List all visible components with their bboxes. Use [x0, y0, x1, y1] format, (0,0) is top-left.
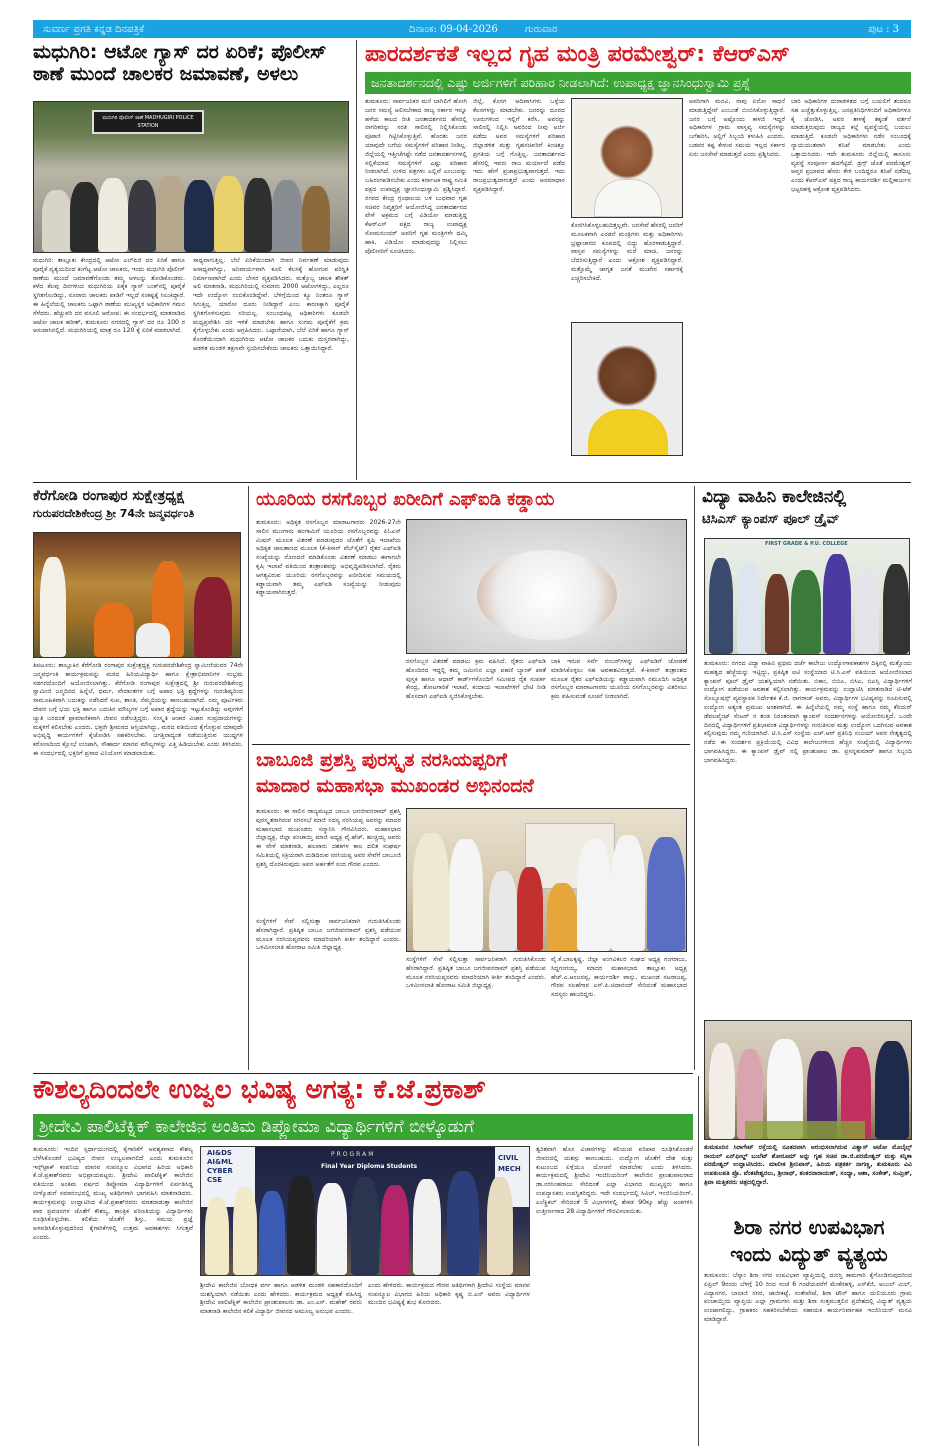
kerekodi-headline-line2: ಗುರುಪರದೇಶಿಕೇಂದ್ರ ಶ್ರೀ 74ನೇ ಜನ್ಮವರ್ಧಂತಿ	[33, 507, 195, 520]
person-figure	[98, 178, 128, 252]
person-figure	[737, 562, 761, 654]
person-figure	[883, 564, 909, 654]
tcs-drive-photo	[704, 538, 910, 655]
person-figure	[611, 835, 645, 951]
person-figure	[156, 176, 186, 252]
babuji-body-col1-cont: ಸಂಸ್ಥೆಗಳಿಗೆ ಸೇವೆ ಸಲ್ಲಿಸುತ್ತಾ ಸಾರ್ವಜನಿಕರಾಗಿ ಗುರುತಿಸಿಕೊಂಡು ಹೆಸರಾಗಿದ್ದಾರೆ. ಪ್ರತಿಷ್ಠಿತ ಬಾಬೂ ಜಗಜೀವನರಾಮ್ ಪ್ರಶಸ್ತಿ ಪಡೆಯುವ ಮೂಲಕ ನರಸಿಯಪ್ಪನವರು ಮಾದರಿಯಾಗಿ ಕೀರ್ತಿ ತಂದಿದ್ದಾರೆ ಎಂದರು. ಒಳಮೀಸಲಾತಿ ಹೋರಾಟ ಸಮಿತಿ ಜಿಲ್ಲಾಧ್ಯಕ್ಷ.	[256, 918, 401, 952]
branch-label: MECH	[498, 1165, 521, 1174]
krs-body-col1: ತುಮಕೂರು: ಸಾರ್ವಜನಿಕರ ಮನೆ ಬಾಗಿಲಿಗೆ ಹೋಗಿ ಜನರ ಸಮಸ್ಯೆ ಆಲಿಸಬೇಕಾದ ರಾಜ್ಯ ಸರ್ಕಾರ ಇನ್ನೂ ಹಳೆಯ ಕಾಲದ ರೀತಿ ಜನತಾದರ್ಶನದ ಹೆಸರಲ್ಲಿ ನಾಗರಿಕರನ್ನು ಸರತಿ ಸಾಲಿನಲ್ಲಿ ನಿಲ್ಲಿಸಿಕೊಂಡು ಪುಟಾಣಿ ಗಿಟ್ಟಿಸಿಕೊಳ್ಳುತ್ತಿವೆ. ಹೊರತು ಜನರ ಯಾವುದೇ ಬಗೆಯ ಸಮಸ್ಯೆಗಳಿಗೆ ಪರಿಹಾರ ನೀಡಿಲ್ಲ. ಜಿಲ್ಲೆಯಲ್ಲಿ ಇತ್ತೀಚೆಗಷ್ಟೇ ನಡೆದ ಜನತಾದರ್ಶನಗಳಲ್ಲಿ ಸಲ್ಲಿಕೆಯಾದ ಸಮಸ್ಯೆಗಳಿಗೆ ಎಷ್ಟು ಪರಿಹಾರ ನೀಡಲಾಗಿದೆ. ಉಳಿದ ಪತ್ರಗಳು ಎಲ್ಲಿವೆ ಎಂಬುದನ್ನು ಬಹಿರಂಗಪಡಿಸಬೇಕು ಎಂದು ಕರ್ನಾಟಕ ರಾಷ್ಟ್ರ ಸಮಿತಿ ಪಕ್ಷದ ಉಪಾಧ್ಯಕ್ಷ ಜ್ಞಾನಸಿಂಧುಸ್ವಾಮಿ ಪ್ರಶ್ನಿಸಿದ್ದಾರೆ. ನಗರದ ಕೇಂದ್ರ ಗ್ರಂಥಾಲಯ ಬಳಿ ಬುಧವಾರ ಗೃಹ ಸಚಿವರ ನಿವೃತ್ತರಿಗೆ ಆಯೋಜಿಸಿದ್ದ ಜನತಾದರ್ಶನದ ವೇಳೆ ಅಕ್ರಮದ ಬಗ್ಗೆ ವಿಡಿಯೋ ಮಾಡುತ್ತಿದ್ದ ಕೆಆರ್‌ಎಸ್ ಪಕ್ಷದ ರಾಜ್ಯ ಉಪಾಧ್ಯಕ್ಷ ಸೋಮಸುಂದರ್ ಅವರಿಗೆ ಗೃಹ ಮಂತ್ರಿಗಳೇ ಧಮ್ಕಿ ಹಾಕಿ, ವಿಡಿಯೋ ಮಾಡುವುದನ್ನು ನಿಲ್ಲಿಸಲು ಪೊಲೀಸರಿಗೆ ಸೂಚಿಸಿದರು.	[365, 98, 467, 255]
person-figure	[136, 623, 170, 657]
person-figure	[765, 574, 789, 654]
person-figure	[449, 839, 483, 951]
person-figure	[577, 839, 611, 951]
krs-body-col2: ಜಿಲ್ಲೆ, ಕೊರಗ ಆದಿವಾಸಿಗಳು ಒಳ್ಳೆಯ ಕೆಲಸಗಳನ್ನು ಮಾಡಬೇಕು. ಜನರನ್ನು ದೂರದ ಊರುಗಳಿಂದ ಇಲ್ಲಿಗೆ ಕರೆಸಿ, ಅವರನ್ನು ಸಾಲಿನಲ್ಲಿ ನಿಲ್ಲಿಸಿ ಅವರಿಂದ ನೀವು ಅರ್ಜಿ ಪಡೆದು ಅವರ ಸಮಸ್ಯೆಗಳಿಗೆ ಪರಿಹಾರ ಜಿಲ್ಲಾಡಳಿತ ಮತ್ತು ಗೃಹಸಚಿವರಿಗೆ ಕಿಂಚಿತ್ತೂ ಪ್ರಗತಿಯ ಬಗ್ಗೆ ಗೊತ್ತಿಲ್ಲ. ಜನತಾದರ್ಶನದ ಹೆಸರಲ್ಲಿ ಇವರು ರಾಜ ಮರ್ಯಾದೆ ಪಡೆದ ಇದು ಹೇಗೆ ಪ್ರಜಾಪ್ರಭುತ್ವವಾಗುತ್ತದೆ. ಇದು ರಾಜಪ್ರಭುತ್ವದಾಗುತ್ತದೆ ಎಂದು ಆಸಮಾಧಾನ ವ್ಯಕ್ತಪಡಿಸಿದ್ದಾರೆ.	[473, 98, 565, 193]
kaushalya-subhead: ಶ್ರೀದೇವಿ ಪಾಲಿಟೆಕ್ನಿಕ್ ಕಾಲೇಜಿನ ಅಂತಿಮ ಡಿಪ್ಲೋಮಾ ವಿದ್ಯಾರ್ಥಿಗಳಿಗೆ ಬೀಳ್ಕೊಡುಗೆ	[33, 1114, 693, 1140]
section-divider	[33, 1073, 693, 1074]
home-minister-portrait	[571, 98, 683, 218]
person-figure	[487, 1177, 513, 1275]
urea-headline: ಯೂರಿಯ ರಸಗೊಬ್ಬರ ಖರೀದಿಗೆ ಎಫ್‌ಐಡಿ ಕಡ್ಡಾಯ	[256, 489, 555, 510]
showroom-caption: ತುಮಕೂರಿನ ಸಿರಾಗೇಟ್ ರಸ್ತೆಯಲ್ಲಿ ನೂತನವಾಗಿ ಆರಂಭಿಸಲಾಗಿರುವ ವಿಶ್ವಾಸ್ ಆಟೋ ಮೊಬೈಲ್ಸ್ ರಾಯಲ್ ಎನ್‌ಫೀಲ್ಡ್ ಬುಲೆಟ್ ಶೋರೂಮ್ ಅನ್ನು ಗೃಹ ಸಚಿವ ಡಾ.ಜಿ.ಪರಮೇಶ್ವರ್ ಮತ್ತು ಕನ್ನಿಕಾ ಪರಮೇಶ್ವರ್ ಉದ್ಘಾಟಿಸಿದರು. ಮಾಲೀಕ ಶ್ರೀನಿವಾಸ್, ಹಿರಿಯ ಪತ್ರಕರ್ತ ನಾಗಣ್ಣ, ತುಮಕೂರು ವಿವಿ ಉಪಕುಲಪತಿ ಪ್ರೊ. ವೆಂಕಟೇಶ್ವರಲು, ಶ್ರೀನಾಥ್, ಶಂಕರನಾರಾಯಣ್, ಸಂಧ್ಯಾ, ಆಶಾ, ಸಂಕೇತ್, ಸುಮ್ರಿತ್, ತ್ರಿವಾ ಮತ್ತಿತರರು ಚಿತ್ರದಲ್ಲಿದ್ದಾರೆ.	[704, 1144, 912, 1186]
person-figure	[647, 837, 685, 951]
kerekodi-body: ತಿಪಟೂರು: ತಾಲ್ಲೂಕಿನ ಕೆರೆಗೋಡಿ ರಂಗಾಪುರ ಸುಕ್ಷೇತ್ರಧ್ಯಕ್ಷ ಗುರುಪರದೇಶಿಕೇಂದ್ರ ಸ್ವಾಮೀಜಿಯವರ 74ನೇ ಜನ್ಮವರ್ಧಂತಿ ಕಾರ್ಯಕ್ರಮವನ್ನು ಮಠದ ಹಿರಿಯವಿದ್ಯಾರ್ಥಿ ಹಾಗೂ ಕ್ಷೇತ್ರಾಭಿಮಾನಿಗಳ ಸಂಭ್ರಮ ಸಡಗರದೊಂದಿಗೆ ಆಯೋಜಿಸಲಾಗಿತ್ತು. ಕೆರೆಗೋಡಿ ರಂಗಾಪುರ ಸುಕ್ಷೇತ್ರದಲ್ಲಿ ಶ್ರೀ ಗುರುಪರದೇಶಿಕೇಂದ್ರ ಸ್ವಾಮೀಜಿ ಜನ್ಮದಿನದ ಹಿನ್ನೆಲೆ, ಧರ್ಮ, ವೇದಾಂತಗಳ ಬಗ್ಗೆ ಅಪಾರ ಭಕ್ತಿ ಶ್ರದ್ಧೆಗಳನ್ನು ಗುರುಶಿಷ್ಯರಿಂದ ಸಾಮೂಹಿಕವಾಗಿ ಬದುಕನ್ನು ನಡೆಸಿದರೆ ಸುಖ, ಶಾಂತಿ, ನೆಮ್ಮದಿಯನ್ನು ಕಾಣಬಹುದಾಗಿದೆ. ನಮ್ಮ ಪೂರ್ವಿಕರು ದೇವರ ಬಗ್ಗೆ ಭಯ ಭಕ್ತಿ ಹಾಗೂ ಬದುಕಿನ ಮೌಲ್ಯಗಳ ಬಗ್ಗೆ ಅಪಾರ ಶ್ರದ್ಧೆಯನ್ನು ಇಟ್ಟುಕೊಂಡಿದ್ದು ಅವುಗಳಿಗೆ ಚ್ಯುತಿ ಬರದಂತೆ ಪ್ರಾಮಾಣಿಕವಾಗಿ ಜೀವನ ನಡೆಸುತ್ತಿದ್ದರು. ಸಂಸ್ಕೃತಿ ಆಚಾರ ವಿಚಾರ ಸಂಪ್ರದಾಯಗಳನ್ನು ಮಕ್ಕಳಿಗೆ ಕಲಿಸಬೇಕು ಎಂದರು. ಭಕ್ತರೇ ಶ್ರೀಮಠದ ಆಸ್ತಿಯಾಗಿದ್ದು, ಮಠದ ವತಿಯಿಂದ ಕೈಗೊಳ್ಳುವ ಯಾವುದೇ ಅಭಿವೃದ್ಧಿ ಕಾರ್ಯಗಳಿಗೆ ಕೈಜೋಡಿಸಿ ಸಹಕರಿಸಬೇಕು. ಜಗತ್ತಿನಾದ್ಯಂತ ನಡೆಯುತ್ತಿರುವ ಯುದ್ಧಗಳ ಕರೋಣದಿಂದ ಕ್ಷೋಭೆ ಉಂಟಾಗಿ, ಸೌಹಾರ್ದ ಮಾನವ ಮೌಲ್ಯಗಳನ್ನು ಎತ್ತಿ ಹಿಡಿಯಬೇಕು ಎಂದು ತಿಳಿಸಿದರು. ಈ ಸಂದರ್ಭದಲ್ಲಿ ಭಕ್ತರಿಗೆ ಪ್ರಸಾದ ವಿನಿಯೋಗ ಮಾಡಲಾಯಿತು.	[33, 662, 243, 757]
person-figure	[823, 554, 851, 654]
branch-label: AI&DS	[207, 1149, 232, 1157]
farewell-event-photo	[200, 1146, 530, 1276]
babuji-body-col3: ವೈ.ಕೆ.ಬಾಲಕೃಷ್ಣ, ಜಿಲ್ಲಾ ಅಂಗವಿಕಲರ ಸಂಘದ ಅಧ್ಯಕ್ಷ ಗಂಗರಾಜು, ಸಿದ್ದಗಂಗಯ್ಯ, ಮಾದರ ಮಹಾಸಭಾದ ತಾಲ್ಲೂಕು ಅಧ್ಯಕ್ಷ ಹೆಚ್.ಎ.ಆಂಜನಪ್ಪ, ಕಾರ್ಯದರ್ಶಿ ವಾಸ್ಸು, ಮುಖಂಡ ನಟರಾಜಪ್ಪ, ಗೌರವ ಸಲಹೆಗಾರ ಎಸ್.ಪಿ.ಚಿದಾನಂದ್ ಸೇರಿದಂತೆ ಮಹಾಸಭಾದ ಸದಸ್ಯರು ಹಾಜರಿದ್ದರು.	[551, 956, 687, 999]
vidyavahini-body: ತುಮಕೂರು: ನಗರದ ವಿದ್ಯಾ ವಾಹಿನಿ ಪ್ರಥಮ ದರ್ಜೆ ಕಾಲೇಜು ಉದ್ಯೋಗಾವಕಾಶಗಳ ದಿಕ್ಕಿನಲ್ಲಿ ಮತ್ತೊಂದು ಮಹತ್ವದ ಹೆಜ್ಜೆಯನ್ನು ಇಟ್ಟಿದ್ದು, ಪ್ರತಿಷ್ಠಿತ ಐಟಿ ಸಂಸ್ಥೆಯಾದ ಟಿ.ಸಿ.ಎಸ್ ವತಿಯಿಂದ ಆಯೋಜಿಸಲಾದ ಕ್ಯಾಂಪಸ್ ಪೂಲ್ ಡ್ರೈವ್ ಯಶಸ್ವಿಯಾಗಿ ನಡೆಯಿತು. ಬಿಕಾಂ, ಬಿಬಿಎ, ಬಿಸಿಎ, ಬಿಎಸ್ಸಿ ವಿದ್ಯಾರ್ಥಿಗಳಿಗೆ ಉದ್ಯೋಗ ಪಡೆಯುವ ಅವಕಾಶ ಕಲ್ಪಿಸಲಾಗಿತ್ತು. ಕಾರ್ಯಕ್ರಮವನ್ನು ಉದ್ಘಾಟಿಸಿ ಮಾತನಾಡಿದ ಟಿ-ಟೆಕ್ ಸೊಲ್ಯೂಷನ್ಸ್ ವ್ಯವಸ್ಥಾಪಕ ನಿರ್ದೇಶಕ ಕೆ.ಜಿ. ನಾಗರಾಜ್ ಅವರು, ವಿದ್ಯಾರ್ಥಿಗಳ ಭವಿಷ್ಯವನ್ನು ರೂಪಿಸುವಲ್ಲಿ ಉದ್ಯೋಗ ಅತ್ಯಂತ ಪ್ರಮುಖ ಅಂಶವಾಗಿದೆ. ಈ ಹಿನ್ನೆಲೆಯಲ್ಲಿ ನಮ್ಮ ಸಂಸ್ಥೆ ಹಾಗೂ ನಮ್ಮ ಕೆರಿಯರ್ ಡೆವಲಪ್ಮೆಂಟ್ ಸೆಂಟರ್ ನ ತಂಡ ನಿರಂತರವಾಗಿ ಕ್ಯಾಂಪಸ್ ಸಂದರ್ಶನಗಳನ್ನು ಆಯೋಜಿಸುತ್ತಿದೆ. ಒಂದೇ ದಿನದಲ್ಲಿ ವಿದ್ಯಾರ್ಥಿಗಳಿಗೆ ಪ್ರತಿಭಾವಂತ ವಿದ್ಯಾರ್ಥಿಗಳನ್ನು ಗುರುತಿಸುವ ಮತ್ತು ಉದ್ಯೋಗ ಒದಗಿಸುವ ಅವಕಾಶ ಕಲ್ಪಿಸುವುದು ನಮ್ಮ ಗುರಿಯಾಗಿದೆ. ಟಿ.ಸಿ.ಎಸ್ ಸಂಸ್ಥೆಯ ಎಚ್.ಆರ್ ಪ್ರತಿನಿಧಿ ಸಂಜಯ್ ಅವರ ನೇತೃತ್ವದಲ್ಲಿ ನಡೆದ ಈ ಸಂದರ್ಶನ ಪ್ರಕ್ರಿಯೆಯಲ್ಲಿ ವಿವಿಧ ಕಾಲೇಜುಗಳಿಂದ ಹೆಚ್ಚಿನ ಸಂಖ್ಯೆಯಲ್ಲಿ ವಿದ್ಯಾರ್ಥಿಗಳು ಭಾಗವಹಿಸಿದ್ದರು. ಈ ಕ್ಯಾಂಪಸ್ ಡ್ರೈವ್ ನಲ್ಲಿ ಪ್ರಾಂಶುಪಾಲ ಡಾ. ಪ್ರಸನ್ನಕುಮಾರ್ ಹಾಗೂ ಸಿಬ್ಬಂದಿ ಭಾಗವಹಿಸಿದ್ದರು.	[704, 660, 912, 764]
madhugiri-body-col1: ಮಧುಗಿರಿ: ತಾಲ್ಲೂಕು ಕೇಂದ್ರದಲ್ಲಿ ಆಟೋ ಎಲ್‌ಪಿಜಿ ದರ ಏರಿಕೆ ಹಾಗೂ ಪೂರೈಕೆ ವ್ಯತ್ಯಯದಿಂದ ಕಂಗೆಟ್ಟ ಆಟೋ ಚಾಲಕರು, ಇಂದು ಮಧುಗಿರಿ ಪೊಲೀಸ್ ಠಾಣೆಯ ಮುಂದೆ ಜಮಾವಣೆಗೊಂಡು ತಮ್ಮ ಅಳಲನ್ನು ತೋಡಿಕೊಂಡರು. ಕಳೆದ ಕೆಲವು ದಿನಗಳಿಂದ ಮಧುಗಿರಿಯ ಏಕೈಕ ಗ್ಯಾಸ್ ಬಂಕ್‌ನಲ್ಲಿ ಪೂರೈಕೆ ಸ್ಥಗಿತಗೊಂಡಿದ್ದು, ನೂರಾರು ಚಾಲಕರು ಪಾಡಿಗೆ ಇಲ್ಲದೆ ಸಂಕಷ್ಟಕ್ಕೆ ಸಿಲುಕಿದ್ದಾರೆ. ಈ ಹಿನ್ನೆಲೆಯಲ್ಲಿ ಚಾಲಕರು ಒಟ್ಟಾಗಿ ಠಾಣೆಯ ಮುಖ್ಯಸ್ಥರ ಅಧಿಕಾರಿಗಳ ಗಮನ ಸೆಳೆದರು. ಹೆಚ್ಚುವರಿ ದರ ವಸೂಲಿ ಆರೋಪ: ಈ ಸಂದರ್ಭದಲ್ಲಿ ಮಾತನಾಡಿದ ಆಟೋ ಚಾಲಕ ಹರೀಶ್, ತುಮಕೂರು ನಗರದಲ್ಲಿ ಗ್ಯಾಸ್ ದರ ರೂ 100 ರ ಆಸುಪಾಸಿನಲ್ಲಿದೆ. ಮಧುಗಿರಿಯಲ್ಲಿ ಮಾತ್ರ ರೂ 120 ಕ್ಕೆ ಏರಿಕೆ ಮಾಡಲಾಗಿದೆ.	[33, 257, 185, 335]
vice-president-portrait	[571, 322, 683, 456]
kaushalya-body-col1: ತುಮಕೂರು: ಇಂದಿನ ಸ್ಪರ್ಧಾಯುಗದಲ್ಲಿ ಕೈಗಾರಿಕೆಗೆ ಅವಶ್ಯಕವಾದ ಕೌಶಲ್ಯ ಬೆಳೆಸಿಕೊಂಡರೆ ಭವಿಷ್ಯದ ಜೀವನ ಉಜ್ವಲವಾಗಲಿದೆ ಎಂದು ತುಮಕೂರಿನ ಇನ್ಸ್‌ಟ್ರಾಕ್ ಕಂಪನಿಯ ಮಾನವ ಸಂಪನ್ಮೂಲ ವಿಭಾಗದ ಹಿರಿಯ ಅಧಿಕಾರಿ ಕೆ.ಜೆ.ಪ್ರಕಾಶ್‌ರವರು ಅಭಿಪ್ರಾಯಪಟ್ಟರು. ಶ್ರೀದೇವಿ ಪಾಲಿಟೆಕ್ನಿಕ್ ಕಾಲೇಜಿನ ವತಿಯಿಂದ ಅಂತಿಮ ವರ್ಷದ ಡಿಪ್ಲೋಮಾ ವಿದ್ಯಾರ್ಥಿಗಳಿಗೆ ಏರ್ಪಡಿಸಿದ್ದ ಬೀಳ್ಕೊಡುಗೆ ಸಮಾರಂಭದಲ್ಲಿ ಮುಖ್ಯ ಅತಿಥಿಗಳಾಗಿ ಭಾಗವಹಿಸಿ ಮಾತನಾಡಿದರು. ಕಾರ್ಯಕ್ರಮವನ್ನು ಉದ್ಘಾಟಿಸಿದ ಕೆ.ಜೆ.ಪ್ರಕಾಶ್‌ರವರು ಮಾತನಾಡುತ್ತಾ ಕಾಲೇಜಿನ ಪಾಠ ಪ್ರವಚನಗಳ ಜೊತೆಗೆ ಕೌಶಲ್ಯ, ತಾಂತ್ರಿಕ ಪರಿಣತಿಯನ್ನು ವಿದ್ಯಾರ್ಥಿಗಳು ರೂಢಿಸಿಕೊಳ್ಳಬೇಕು. ಕಲಿಕೆಯ ಜೊತೆಗೆ ಶಿಸ್ತು, ಸಮಯ ಪ್ರಜ್ಞೆ ಅಳವಡಿಸಿಕೊಳ್ಳುವುದರಿಂದ ಕೈಗಾರಿಕೆಗಳಲ್ಲಿ ಉತ್ತಮ ಅವಕಾಶಗಳು ಸಿಗುತ್ತವೆ ಎಂದರು.	[33, 1146, 193, 1241]
branch-label: CYBER	[207, 1167, 233, 1176]
kaushalya-body-col3: ಎಂದು ಹೇಳಿದರು. ಕಾರ್ಯಕ್ರಮದ ಗೌರವ ಅತಿಥಿಗಳಾಗಿ ಶ್ರೀದೇವಿ ಸಂಸ್ಥೆಯ ಮಾನವ ಸಂಪನ್ಮೂಲ ವಿಭಾಗದ ಹಿರಿಯ ಅಧಿಕಾರಿ ಕೃಷ್ಣ ಬಿ.ಎನ್ ಅವರು ವಿದ್ಯಾರ್ಥಿಗಳ ಮುಂದಿನ ಭವಿಷ್ಯಕ್ಕೆ ಶುಭ ಕೋರಿದರು.	[368, 1282, 530, 1307]
person-figure	[317, 1183, 347, 1275]
person-figure	[259, 1191, 285, 1275]
masthead-bar	[33, 20, 911, 38]
program-banner: PROGRAM	[331, 1151, 376, 1158]
babuji-felicitation-photo	[406, 808, 687, 952]
police-station-sign: ಮಧುಗಿರಿ ಪೊಲೀಸ್ ಠಾಣೆ MADHUGIRI POLICE STATION	[92, 110, 204, 134]
person-figure	[447, 1171, 479, 1275]
urea-body-col1: ತುಮಕೂರು: ಅಧಿಕೃತ ರಸಗೊಬ್ಬರ ಮಾರಾಟಗಾರರು 2026-27ನೇ ಸಾಲಿನ ಮುಂಗಾರು ಹಂಗಾಮಿಗೆ ಯೂರಿಯ ರಸಗೊಬ್ಬರವನ್ನು ಪಿಓಎಸ್ ಮಿಷನ್ ಮೂಲಕ ವಿತರಣೆ ಮಾಡುವುದರ ಜೊತೆಗೆ ಕೃಷಿ ಇಲಾಖೆಯ ಅಧಿಕೃತ ಜಾಲತಾಣದ ಮೂಲಕ (ಕೆ-ಕಿಸಾನ್ ವೆಬ್‌ಸೈಟ್) ರೈತರ ಎಫ್‌ಐಡಿ ಸಂಖ್ಯೆಯನ್ನು ನೋಂದಣಿ ಮಾಡಿಕೊಂಡು ವಿತರಣೆ ಮಾಡಲು ಈಗಾಗಲೇ ಕೃಷಿ ಇಲಾಖೆ ವತಿಯಿಂದ ತಂತ್ರಾಂಶವನ್ನು ಅಭಿವೃದ್ಧಿಪಡಿಸಲಾಗಿದೆ. ರೈತರು ಆಗತ್ಯವಿರುವ ಯೂರಿಯ ರಸಗೊಬ್ಬರವನ್ನು ಖರೀದಿಸುವ ಸಮಯದಲ್ಲಿ ಕಡ್ಡಾಯವಾಗಿ ತಮ್ಮ ಎಫ್‌ಐಡಿ ಸಂಖ್ಯೆಯನ್ನು ನೀಡುವುದು ಕಡ್ಡಾಯವಾಗಿರುತ್ತದೆ.	[256, 519, 401, 597]
person-figure	[272, 180, 302, 252]
madhugiri-body-col2: ಸಾಧ್ಯವಾಗುತ್ತಿಲ್ಲ. ಬೆಲೆ ಏರಿಕೆಯಿಂದಾಗಿ ಜೀವನ ನಿರ್ವಹಣೆ ಮಾಡುವುದು ಅಸಾಧ್ಯವಾಗಿದ್ದು, ಅನಿವಾರ್ಯವಾಗಿ ಕೂಲಿ ಕೆಲಸಕ್ಕೆ ಹೋಗುವ ಪರಿಸ್ಥಿತಿ ನಿರ್ಮಾಣವಾಗಿದೆ ಎಂದು ಬೇಸರ ವ್ಯಕ್ತಪಡಿಸಿದರು. ಮತ್ತೊಬ್ಬ ಚಾಲಕ ಶೌಕತ್ ಅಲಿ ಮಾತನಾಡಿ, ಮಧುಗಿರಿಯಲ್ಲಿ ಸುಮಾರು 2000 ಆಟೋಗಳಿದ್ದು, ಎಲ್ಲರೂ ಇದೇ ಉದ್ಯೋಗ ನಂಬಿಕೊಂಡಿದ್ದೇವೆ. ಬೆಳಿಗ್ಗೆಯಿಂದ ಕ್ಯೂ ನಿಂತರೂ ಗ್ಯಾಸ್ ಸಿಗುತ್ತಿಲ್ಲ. ಯಾರೋ ದೂರು ನೀಡಿದ್ದಾರೆ ಎಂಬ ಕಾರಣಕ್ಕಾಗಿ ಪೂರೈಕೆ ಸ್ಥಗಿತಗೊಳಿಸುವುದು ಸರಿಯಲ್ಲ. ಸಂಬಂಧಪಟ್ಟ ಅಧಿಕಾರಿಗಳು ಕೂಡಲೇ ಮಧ್ಯಪ್ರವೇಶಿಸಿ ದರ ಇಳಿಕೆ ಮಾಡಬೇಕು ಹಾಗೂ ಸುಗಮ ಪೂರೈಕೆಗೆ ಕ್ರಮ ಕೈಗೊಳ್ಳಬೇಕು ಎಂದು ಆಗ್ರಹಿಸಿದರು. ಒಟ್ಟಾರೆಯಾಗಿ, ಬೆಲೆ ಏರಿಕೆ ಹಾಗೂ ಗ್ಯಾಸ್ ಕೊರತೆಯಿಂದಾಗಿ ಮಧುಗಿರಿಯ ಆಟೋ ಚಾಲಕರ ಬದುಕು ದುಸ್ತರವಾಗಿದ್ದು, ಆಡಳಿತ ಮಂಡಳಿ ತಕ್ಷಣವೇ ಸ್ಪಂದಿಸಬೇಕೆಂದು ಚಾಲಕರು ಒತ್ತಾಯಿಸಿದ್ದಾರೆ.	[193, 257, 349, 352]
person-figure	[287, 1175, 315, 1275]
madhugiri-headline: ಮಧುಗಿರಿ: ಆಟೋ ಗ್ಯಾಸ್ ದರ ಏರಿಕೆ; ಪೊಲೀಸ್ ಠಾಣೆ ಮುಂದೆ ಚಾಲಕರ ಜಮಾವಣೆ, ಅಳಲು	[33, 41, 327, 85]
krs-body-col4: ಅವರಿಗಾಗಿ ಮನವಿ, ನಾವು ಏನೋ ಸಾಧನೆ ಮಾಡುತ್ತಿದ್ದೇವೆ ಎಂಬಂತೆ ಬಿಂಬಿಸಿಕೊಳ್ಳುತ್ತಿದ್ದಾರೆ. ಜನರ ಬಗ್ಗೆ ಅಷ್ಟೊಂದು ಕಾಳಜಿ ಇದ್ದರೆ ಅಧಿಕಾರಿಗಳ ಗ್ರಾಮ ವಾಸ್ತವ್ಯ ಸಮಸ್ಯೆಗಳನ್ನು ಬಗೆಹರಿಸಿ, ಅಲ್ಲಿಗೆ ಸಿಬ್ಬಂದಿ ಕಳುಹಿಸಿ ಎಂದರು. ಬಡವರ ಕಷ್ಟ ಕೇಳುವ ಸಮಯ ಇಲ್ಲದ ಸರ್ಕಾರ ಏನು ಜನಸೇವೆ ಮಾಡುತ್ತದೆ ಎಂದು ಪ್ರಶ್ನಿಸಿದರು.	[689, 98, 785, 158]
issue-date: ದಿನಾಂಕ: 09-04-2026	[409, 23, 498, 35]
person-figure	[184, 180, 214, 252]
person-figure	[70, 182, 100, 252]
person-figure	[302, 186, 330, 252]
kerekodi-headline-line1: ಕೆರೆಗೋಡಿ ರಂಗಾಪುರ ಸುಕ್ಷೇತ್ರಧ್ಯಕ್ಷ	[33, 488, 184, 504]
urea-body-col3: ಬಾಕಿ ಇರುವ ಸರ್ವೆ ನಂಬರ್‌ಗಳನ್ನು ಎಫ್‌ಐಡಿಗೆ ಜೋಡಣೆ ಮಾಡಿಸಿಕೊಳ್ಳಲು ಸಹ ಅವಕಾಶವಿರುತ್ತದೆ. ಕೆ-ಕಿಸಾನ್ ತಂತ್ರಾಂಶದ ಮೂಲಕ ರೈತರ ಎಫ್‌ಐಡಿಯನ್ನು ಕಡ್ಡಾಯವಾಗಿ ನಮೂದಿಸಿ ಅಧಿಕೃತ ರಸಗೊಬ್ಬರ ಮಾರಾಟಗಾರರು ಯೂರಿಯ ರಸಗೊಬ್ಬರವನ್ನು ವಿತರಿಸಲು ಕ್ರಮ ವಹಿಸುವಂತೆ ಸೂಚನೆ ನೀಡಲಾಗಿದೆ.	[551, 658, 687, 701]
person-figure	[214, 176, 244, 252]
kerekodi-ceremony-photo	[33, 532, 241, 658]
showroom-inauguration-photo	[704, 1020, 912, 1140]
krs-body-col3: ಕೊರಗಿಸಿಕೊಳ್ಳಬಹುದಿತ್ತಲ್ಲವೇ. ಜನಸೇವೆ ಹೆಸರಲ್ಲಿ ಜನರಿಗೆ ಮೂಲಕವಾಗಿ ಎರಡನೆ ಮಂತ್ರಿಗಳು ಮತ್ತು ಅಧಿಕಾರಿಗಳು ಭ್ರಷ್ಟಾಚಾರದ ಕೂಪದಲ್ಲಿ ಬಿದ್ದು ಹೊರಳಾಡುತ್ತಿದ್ದಾರೆ. ವಾಸ್ತವ ಸಮಸ್ಯೆಗಳನ್ನು ಮರೆ ಮಾಚಿ, ಜನರನ್ನು ಬೆದರಿಸುತ್ತಿದ್ದಾರೆ ಎಂದು ಆಕ್ರೋಶ ವ್ಯಕ್ತಪಡಿಸಿದ್ದಾರೆ. ಮತ್ತೊಮ್ಮೆ ಜಾಗೃತ ಜನತೆ ಮುಖೇನ ಸರ್ಕಾರಕ್ಕೆ ಎಚ್ಚರಿಸಬೇಕಿದೆ.	[571, 222, 683, 282]
shira-headline-line1: ಶಿರಾ ನಗರ ಉಪವಿಭಾಗ	[733, 1215, 885, 1239]
branch-label: CSE	[207, 1176, 223, 1185]
column-divider	[698, 1076, 699, 1446]
babuji-body-col1: ತುಮಕೂರು: ಈ ಸಾಲಿನ ರಾಜ್ಯಮಟ್ಟದ ಬಾಬೂ ಜಗಜೀವನರಾಮ್ ಪ್ರಶಸ್ತಿ ಪುರಸ್ಕೃತರಾಗಿರುವ ನಗರಸಭೆ ಮಾಜಿ ಸದಸ್ಯ ನರಸಿಯಪ್ಪ ಅವರನ್ನು ಮಾದರ ಮಹಾಸಭಾದ ಮುಖಂಡರು ಸನ್ಮಾನಿಸಿ ಗೌರವಿಸಿದರು. ಮಹಾಸಭಾದ ಜಿಲ್ಲಾಧ್ಯಕ್ಷ, ಜಿಲ್ಲಾ ಪಂಚಾಯ್ತಿ ಮಾಜಿ ಅಧ್ಯಕ್ಷ ವೈ.ಹೆಚ್. ಹುಚ್ಚಯ್ಯ ಅವರು ಈ ವೇಳೆ ಮಾತನಾಡಿ, ಹಲವಾರು ದಶಕಗಳ ಕಾಲ ದಲಿತ ಸಂಘರ್ಷ ಸಮಿತಿಯಲ್ಲಿ ಸಕ್ರಿಯರಾಗಿ ದುಡಿದಿರುವ ನರಸಿಯಪ್ಪ ಅವರ ಸೇವೆಗೆ ಬಾಬೂಜಿ ಪ್ರಶಸ್ತಿ ದೊರಕಿರುವುದು ಅವರ ಅರ್ಹತೆಗೆ ಸಂದ ಗೌರವ ಎಂದರು.	[256, 808, 401, 868]
person-figure	[205, 1197, 229, 1275]
column-divider	[356, 40, 357, 480]
page-number: ಪುಟ : 3	[868, 23, 899, 35]
vidyavahini-headline-line2: ಟಿಸಿಎಸ್ ಕ್ಯಾಂಪಸ್ ಪೂಲ್ ಡ್ರೈವ್	[702, 512, 840, 527]
kaushalya-body-col2: ಶ್ರೀದೇವಿ ಕಾಲೇಜಿನ ಬೋಧಕ ವರ್ಗ ಹಾಗೂ ಆಡಳಿತ ಮಂಡಳಿ ಸಹಕಾರದೊಂದಿಗೆ ಯಶಸ್ವಿಯಾಗಿ ನಡೆಯಿತು ಎಂದು ಹೇಳಿದರು. ಕಾರ್ಯಕ್ರಮದ ಅಧ್ಯಕ್ಷತೆ ವಹಿಸಿದ್ದ ಶ್ರೀದೇವಿ ಪಾಲಿಟೆಕ್ನಿಕ್ ಕಾಲೇಜಿನ ಪ್ರಾಂಶುಪಾಲರು ಡಾ. ಎಂ.ಎಸ್. ಮಹೇಶ್ ರವರು ಮಾತನಾಡಿ ಕಾಲೇಜಿನ ಕಲಿಕೆ ವಿದ್ಯಾರ್ಥಿ ಜೀವನದ ಅಮೂಲ್ಯ ಅನುಭವ ಎಂದರು.	[200, 1282, 362, 1316]
person-figure	[128, 180, 156, 252]
krs-headline: ಪಾರದರ್ಶಕತೆ ಇಲ್ಲದ ಗೃಹ ಮಂತ್ರಿ ಪರಮೇಶ್ವರ್: ಕೆಆರ್‌ಎಸ್	[365, 42, 790, 67]
person-figure	[40, 557, 66, 657]
program-title: Final Year Diploma Students	[321, 1163, 418, 1170]
babuji-headline-line1: ಬಾಬೂಜಿ ಪ್ರಶಸ್ತಿ ಪುರಸ್ಕೃತ ನರಸಿಯಪ್ಪರಿಗೆ	[256, 749, 507, 771]
shira-headline-line2: ಇಂದು ವಿದ್ಯುತ್ ವ್ಯತ್ಯಯ	[730, 1242, 888, 1266]
vidyavahini-headline-line1: ವಿದ್ಯಾ ವಾಹಿನಿ ಕಾಲೇಜಿನಲ್ಲಿ	[702, 487, 847, 507]
urea-body-col2: ರಸಗೊಬ್ಬರ ವಿತರಣೆ ಮಾಡಲು ಕ್ರಮ ವಹಿಸಿದೆ. ರೈತರು ಎಫ್‌ಐಡಿ ಹೊಂದಿರದ ಇದ್ದಲ್ಲಿ ತಮ್ಮ ಜಮೀನಿನ ಎಲ್ಲಾ ಪಹಣಿ ಬ್ಯಾಂಕ್ ಖಾತೆ ಪುಸ್ತಕ ಹಾಗೂ ಆಧಾರ್ ಕಾರ್ಡ್‌ಗಳೊಂದಿಗೆ ಸಮೀಪದ ರೈತ ಸಂಪರ್ಕ ಕೇಂದ್ರ, ತೋಟಗಾರಿಕೆ ಇಲಾಖೆ, ಕಂದಾಯ ಇಲಾಖೆಗಳಿಗೆ ಭೇಟಿ ನೀಡಿ ಹೊಸದಾಗಿ ಎಫ್‌ಐಡಿ ಸೃಜಿಸಿಕೊಳ್ಳಬೇಕು.	[406, 658, 546, 701]
person-figure	[489, 871, 517, 951]
person-figure	[855, 570, 879, 654]
section-divider	[33, 482, 911, 483]
person-figure	[709, 558, 733, 654]
column-divider	[694, 486, 695, 1070]
person-figure	[413, 1179, 441, 1275]
person-figure	[194, 577, 232, 657]
madhugiri-photo	[33, 101, 349, 253]
shira-body: ತುಮಕೂರು: ಬೆಸ್ಕಾಂ ಶಿರಾ ನಗರ ಉಪವಿಭಾಗ ವ್ಯಾಪ್ತಿಯಲ್ಲಿ ದುರಸ್ತಿ ಕಾಮಗಾರಿ ಕೈಗೊಂಡಿರುವುದರಿಂದ ಏಪ್ರಿಲ್ 9ರಂದು ಬೆಳಿಗ್ಗೆ 10 ರಿಂದ ಸಂಜೆ 6 ಗಂಟೆಯವರೆಗೆ ಮೇಕೆರಹಳ್ಳಿ, ಎಸ್‌ಕೆಜಿ, ಅಬುಲ್ ಮಿಲ್, ವಿದ್ಯಾನಗರ, ಬಾಲಾಜಿ ನಗರ, ಜಾಜೀಕಟ್ಟೆ, ಸಂತೇಪೇಟೆ, ಶಿರಾ ಟೌನ್ ಹಾಗೂ ಯಲಿಯೂರು ಗ್ರಾಮ ಪಂಚಾಯ್ತಿಯ ವ್ಯಾಪ್ತಿಯ ಎಲ್ಲಾ ಗ್ರಾಮಗಳು ಮತ್ತು ಶಿರಾ ಸುತ್ತಮುತ್ತಲಿನ ಪ್ರದೇಶದಲ್ಲಿ ವಿದ್ಯುತ್ ವ್ಯತ್ಯಯ ಉಂಟಾಗಲಿದ್ದು, ಗ್ರಾಹಕರು ಸಹಕರಿಸಬೇಕೆಂದು ಸಹಾಯಕ ಕಾರ್ಯನಿರ್ವಾಹಕ ಇಂಜಿನಿಯರ್ ಮನವಿ ಮಾಡಿದ್ದಾರೆ.	[704, 1272, 912, 1323]
person-figure	[233, 1187, 257, 1275]
issue-day: ಗುರುವಾರ	[525, 23, 558, 35]
person-figure	[42, 190, 72, 252]
person-figure	[517, 867, 543, 951]
newspaper-name: ಸುವರ್ಣ ಪ್ರಗತಿ ಕನ್ನಡ ದಿನಪತ್ರಿಕೆ	[43, 23, 145, 35]
person-figure	[413, 833, 449, 951]
krs-body-col5: ಬಾರಿ ಅಧಿಕಾರಿಗಳ ದುರಾಡಳಿತದ ಬಗ್ಗೆ ಬಯಲಿಗೆ ತಂದರೂ ಸಹ ಎಚ್ಚೆತ್ತುಕೊಳ್ಳುತ್ತಿಲ್ಲ. ಜನಪ್ರತಿನಿಧಿಗಳಿಂದಿಗೆ ಅಧಿಕಾರಿಗಳೂ ಕೈ ಜೋಡಿಸಿ, ಅವರ ತಾಳಕ್ಕೆ ತಕ್ಕಂತೆ ವರ್ತನೆ ಮಾಡುತ್ತಿರುವುದು ರಾಜ್ಯದ ಕಲ್ಲೆ ವ್ಯವಸ್ಥೆಯಲ್ಲಿ ಬಯಲು ಮಾಡುತ್ತಿದೆ. ಕೂಡಲೇ ಅಧಿಕಾರಿಗಳು ನಡೆಸ ಸಂಬಂಧಕ್ಕೆ ನ್ಯಾಯಯುತವಾಗಿ ತನಿಖೆ ಮಾಡಬೇಕು ಎಂದು ಒತ್ತಾಯಿಸಿದರು. ಇದೇ ತುಮಕೂರು ಜಿಲ್ಲೆಯಲ್ಲಿ ಕಾನೂನು ವ್ಯವಸ್ಥೆ ಸಂಪೂರ್ಣ ಹದಗೆಟ್ಟಿದೆ. ಡ್ರಗ್ಸ್ ಜೊತೆ ಪರಮೇಶ್ವರ್ ಆಪ್ತರ ಪ್ರಭಾವದ ಹೆಸರು ಕೇಳಿ ಬಂದಿದ್ದರೂ ತನಿಖೆ ನಡೆದಿಲ್ಲ ಎಂದು ಕೆಆರ್‌ಎಸ್ ಪಕ್ಷದ ರಾಜ್ಯ ಕಾರ್ಯದರ್ಶಿ ಮಲ್ಲಿಕಾರ್ಜುನ ಭಟ್ಟರಹಳ್ಳಿ ಆಕ್ರೋಶ ವ್ಯಕ್ತಪಡಿಸಿದರು.	[791, 98, 911, 193]
person-figure	[875, 1041, 909, 1139]
person-figure	[709, 1043, 735, 1139]
column-divider	[248, 486, 249, 1070]
person-figure	[94, 603, 134, 657]
person-figure	[244, 178, 272, 252]
branch-label: AI&ML	[207, 1158, 233, 1167]
college-banner: FIRST GRADE & P.U. COLLEGE	[765, 541, 848, 547]
babuji-headline-line2: ಮಾದಾರ ಮಹಾಸಭಾ ಮುಖಂಡರ ಅಭಿನಂದನೆ	[256, 775, 534, 797]
section-divider	[252, 744, 690, 745]
urea-fertilizer-photo	[406, 519, 687, 654]
branch-label: CIVIL	[498, 1154, 519, 1162]
person-figure	[791, 570, 821, 654]
person-figure	[351, 1177, 379, 1275]
person-figure	[381, 1185, 409, 1275]
kaushalya-headline: ಕೌಶಲ್ಯದಿಂದಲೇ ಉಜ್ವಲ ಭವಿಷ್ಯ ಅಗತ್ಯ: ಕೆ.ಜೆ.ಪ್ರಕಾಶ್	[33, 1075, 486, 1105]
person-figure	[547, 883, 577, 951]
babuji-body-col2: ಸಂಸ್ಥೆಗಳಿಗೆ ಸೇವೆ ಸಲ್ಲಿಸುತ್ತಾ ಸಾರ್ವಜನಿಕರಾಗಿ ಗುರುತಿಸಿಕೊಂಡು ಹೆಸರಾಗಿದ್ದಾರೆ. ಪ್ರತಿಷ್ಠಿತ ಬಾಬೂ ಜಗಜೀವನರಾಮ್ ಪ್ರಶಸ್ತಿ ಪಡೆಯುವ ಮೂಲಕ ನರಸಿಯಪ್ಪನವರು ಮಾದರಿಯಾಗಿ ಕೀರ್ತಿ ತಂದಿದ್ದಾರೆ ಎಂದರು. ಒಳಮೀಸಲಾತಿ ಹೋರಾಟ ಸಮಿತಿ ಜಿಲ್ಲಾಧ್ಯಕ್ಷ.	[406, 956, 546, 990]
kaushalya-body-col4: ತ್ವರಿತವಾಗಿ ಹೊಸ ವಿಚಾರಗಳನ್ನು ಕಲಿಯುವ ಪರಿಪಾಠ ರೂಢಿಸಿಕೊಂಡರೆ ಜೀವನದಲ್ಲಿ ಯಶಸ್ಸು ಕಾಣಬಹುದು. ಉದ್ಯೋಗ ಜೊತೆಗೆ ದೇಶ ಮತ್ತು ಕುಟುಂಬದ ಏಳ್ಗೆಯೂ ಯೋಚನೆ ಮಾಡಬೇಕು ಎಂದು ತಿಳಿಸಿದರು. ಕಾರ್ಯಕ್ರಮದಲ್ಲಿ ಶ್ರೀದೇವಿ ಇಂಜಿನಿಯರಿಂಗ್ ಕಾಲೇಜಿನ ಪ್ರಾಂಶುಪಾಲರಾದ ಡಾ.ನರಸಿಂಹರಾಜು ಸೇರಿದಂತೆ ಎಲ್ಲಾ ವಿಭಾಗದ ಮುಖ್ಯಸ್ಥರು ಹಾಗೂ ಉಪನ್ಯಾಸಕರು ಉಪಸ್ಥಿತರಿದ್ದರು. ಇದೇ ಸಂದರ್ಭದಲ್ಲಿ ಸಿವಿಲ್, ಇಂಜಿನಿಯರಿಂಗ್, ಎಲೆಕ್ಟ್ರಿಕಲ್ ಸೇರಿದಂತೆ 5 ವಿಭಾಗಗಳಲ್ಲಿ ಶೇಕಡ 90ಕ್ಕೂ ಹೆಚ್ಚು ಅಂಕಗಳಿಸಿ ಉತ್ತೀರ್ಣರಾದ 28 ವಿದ್ಯಾರ್ಥಿಗಳಿಗೆ ಗೌರವಿಸಲಾಯಿತು.	[536, 1146, 693, 1215]
krs-subhead: ಜನತಾದರ್ಶನದಲ್ಲಿ ಎಷ್ಟು ಅರ್ಜಿಗಳಿಗೆ ಪರಿಹಾರ ನೀಡಲಾಗಿದೆ: ಉಪಾಧ್ಯಕ್ಷ ಜ್ಞಾನಸಿಂಧುಸ್ವಾಮಿ ಪ್ರಶ್ನೆ	[365, 72, 911, 94]
